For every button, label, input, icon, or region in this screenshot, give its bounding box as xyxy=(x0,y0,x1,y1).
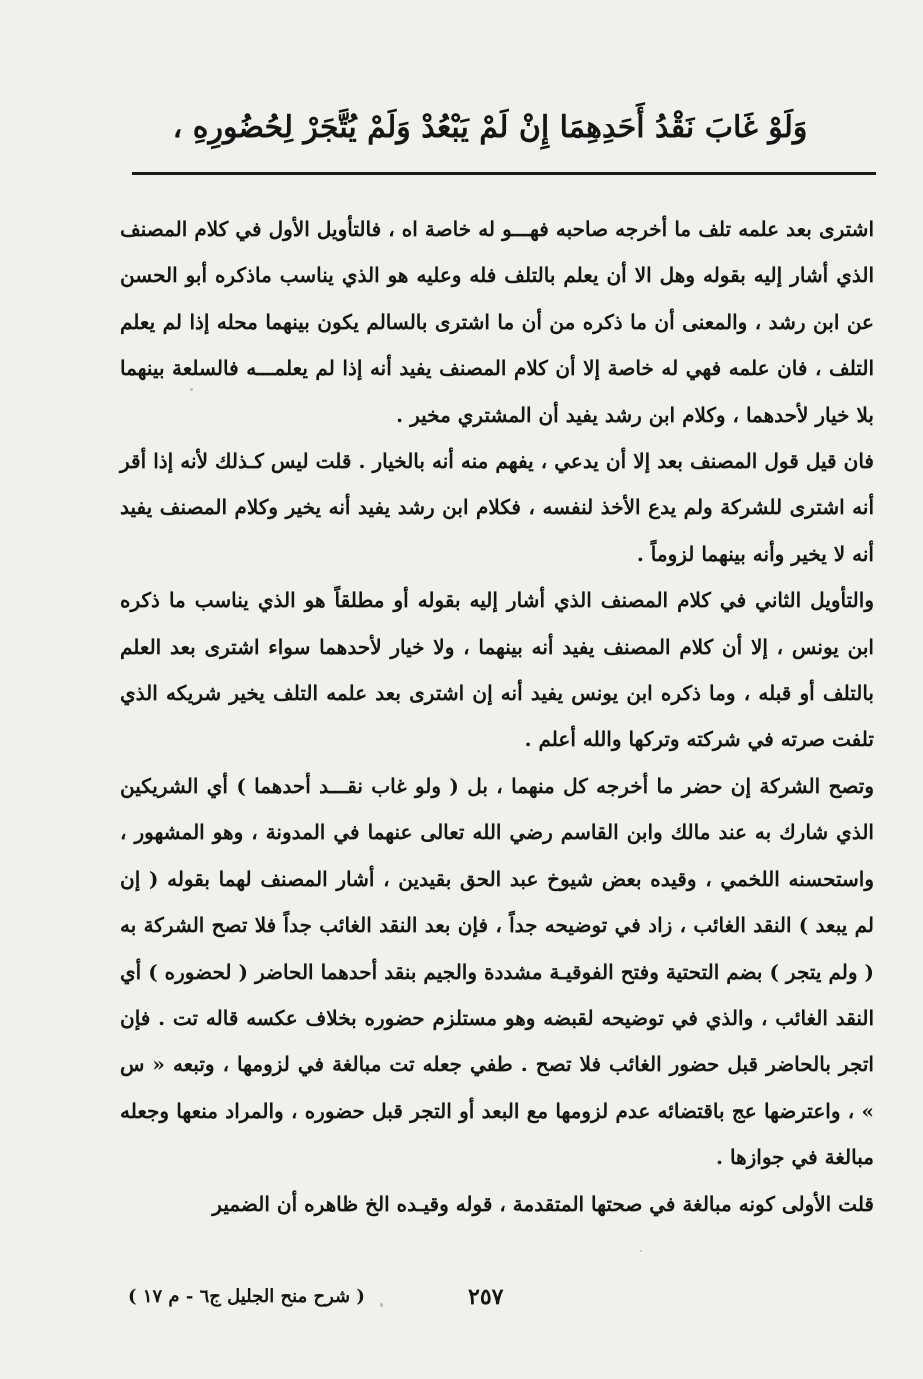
header-divider xyxy=(132,172,876,175)
verse-heading: وَلَوْ غَابَ نَقْدُ أَحَدِهِمَا إِنْ لَمْ يَبْعُدْ وَلَمْ يُتَّجَرْ لِحُضُورِهِ ، xyxy=(172,110,808,145)
paragraph: فان قيل قول المصنف بعد إلا أن يدعي ، يفهم منه أنه بالخيار . قلت ليس كـذلك لأنه إذا أقر أنه اشترى للشركة ولم يدع الأخذ لنفسه ، فكلام ابن رشد يفيد أنه يخير وكلام المصنف يفيد أنه لا يخير وأنه بينهما لزوماً . xyxy=(120,449,874,566)
paragraph: والتأويل الثاني في كلام المصنف الذي أشار إليه بقوله أو مطلقاً هو الذي يناسب ما ذكره ابن يونس ، إلا أن كلام المصنف يفيد أنه بينهما ، ولا خيار لأحدهما سواء اشترى بعد العلم بالتلف أو قبله ، وما ذكره ابن يونس يفيد أنه إن اشترى بعد علمه التلف يخير شريكه الذي تلفت صرته في شركته وتركها والله أعلم . xyxy=(120,588,874,752)
volume-reference: ( شرح منح الجليل ج٦ - م ١٧ ) xyxy=(128,1286,365,1307)
print-speck xyxy=(190,388,193,391)
print-speck xyxy=(640,1250,642,1252)
paragraph: وتصح الشركة إن حضر ما أخرجه كل منهما ، بل ( ولو غاب نقـــد أحدهما ) أي الشريكين الذي شارك به عند مالك وابن القاسم رضي الله تعالى عنهما في المدونة ، وهو المشهور ، واستحسنه اللخمي ، وقيده بعض شيوخ عبد الحق بقيدين ، أشار المصنف لهما بقوله ( إن لم يبعد ) النقد الغائب ، زاد في توضيحه جداً ، فإن بعد النقد الغائب جداً فلا تصح الشركة به ( ولم يتجر ) بضم التحتية وفتح الفوقيـة مشددة والجيم بنقد أحدهما الحاضر ( لحضوره ) أي النقد الغائب ، والذي في توضيحه لقبضه وهو مستلزم حضوره بخلاف عكسه قاله تت . فإن اتجر بالحاضر قبل حضور الغائب فلا تصح . طفي جعله تت مبالغة في لزومها ، وتبعه « س » ، واعترضها عج باقتضائه عدم لزومها مع البعد أو التجر قبل حضوره ، والمراد منعها وجعله مبالغة في جوازها . xyxy=(120,773,874,1170)
paragraph: قلت الأولى كونه مبالغة في صحتها المتقدمة ، قوله وقيـده الخ ظاهره أن الضمير xyxy=(212,1191,874,1216)
page-footer xyxy=(128,1284,778,1320)
page-number: ٢٥٧ xyxy=(468,1284,504,1310)
commentary-body xyxy=(120,206,874,1227)
paragraph: اشترى بعد علمه تلف ما أخرجه صاحبه فهـــو له خاصة اه ، فالتأويل الأول في كلام المصنف الذي أشار إليه بقوله وهل الا أن يعلم بالتلف فله وعليه هو الذي يناسب ماذكره أبو الحسن عن ابن رشد ، والمعنى أن ما ذكره من أن ما اشترى بالسالم يكون بينهما محله إذا لم يعلم التلف ، فان علمه فهي له خاصة إلا أن كلام المصنف يفيد أنه إذا لم يعلمـــه فالسلعة بينهما بلا خيار لأحدهما ، وكلام ابن رشد يفيد أن المشتري مخير . xyxy=(120,217,874,427)
print-speck xyxy=(380,1303,383,1307)
